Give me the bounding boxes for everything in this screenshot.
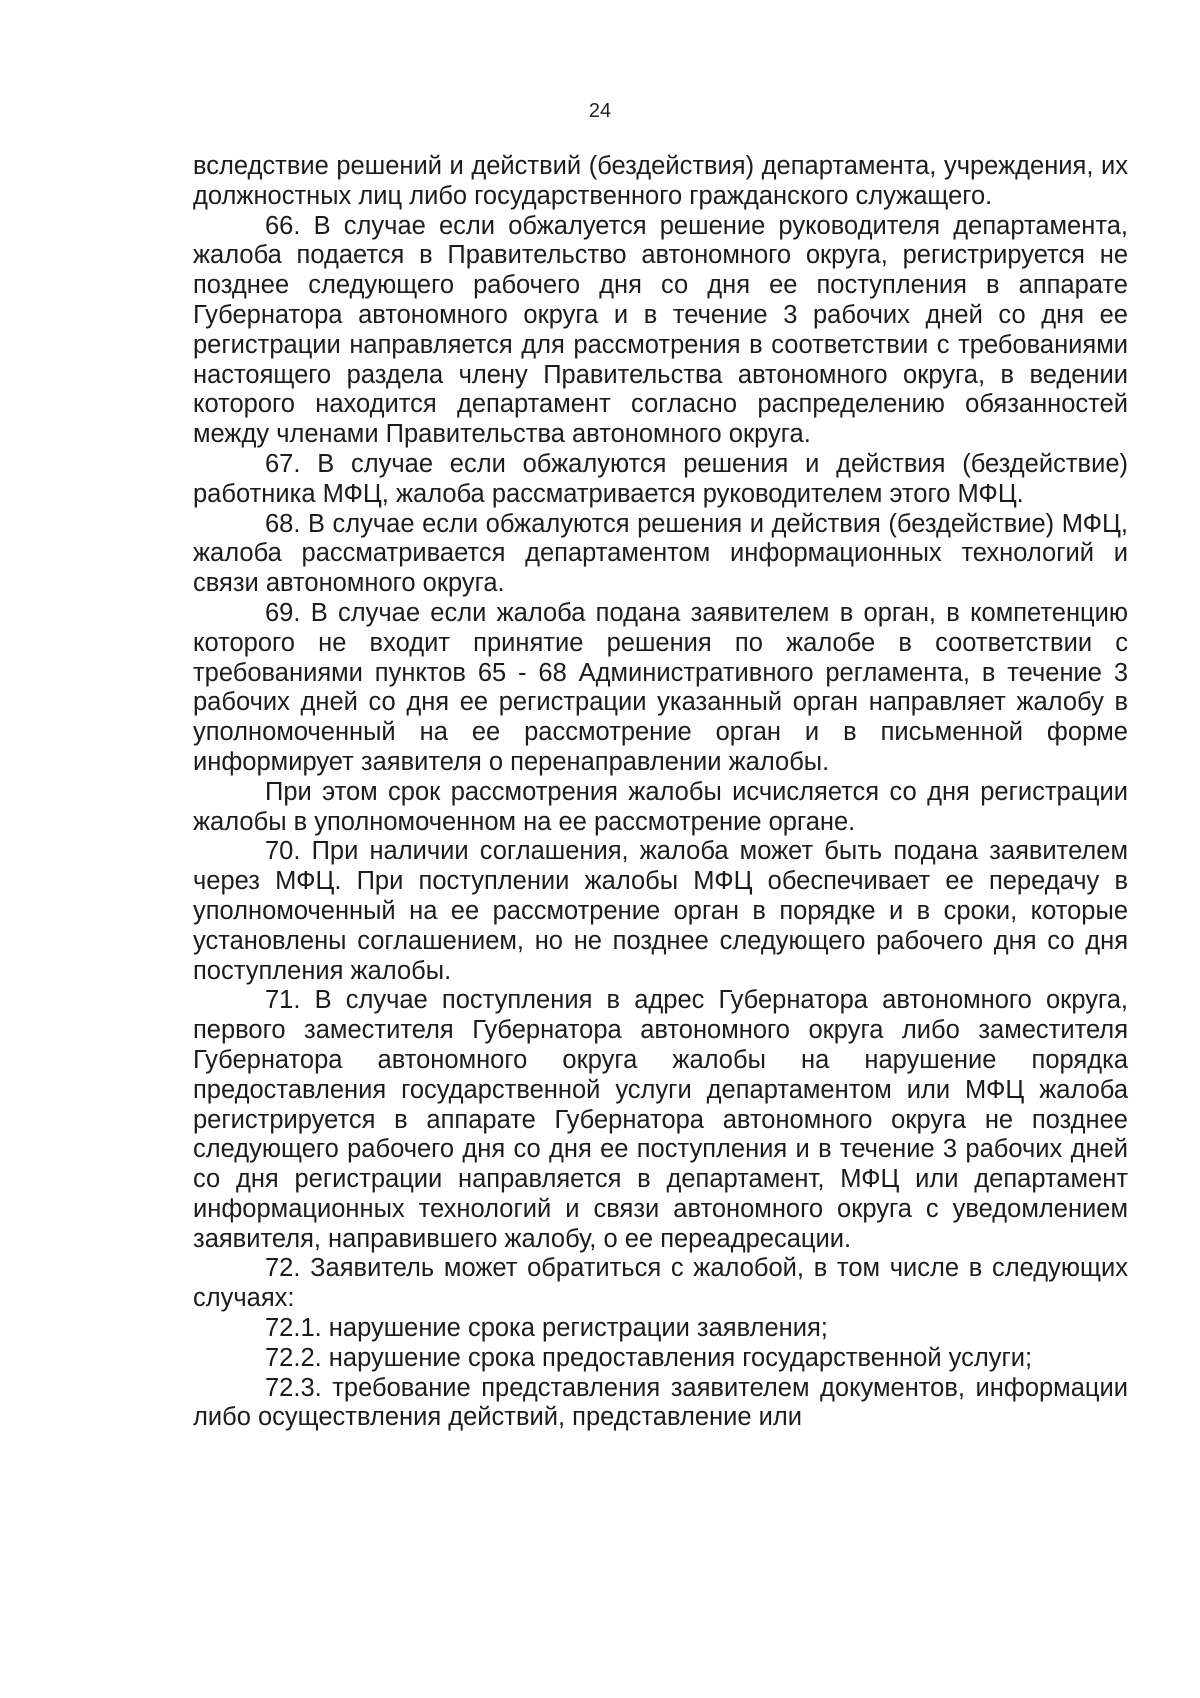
paragraph-70: 70. При наличии соглашения, жалоба может быть подана заявителем через МФЦ. При поступлении жалобы МФЦ обеспечивает ее передачу в уполномоченный на ее рассмотрение орган в порядке и в сроки, которые установлены соглашением, но не позднее следующего рабочего дня со дня поступления жалобы. [193,837,1128,985]
paragraph-66: 66. В случае если обжалуется решение руководителя департамента, жалоба подается в Правительство автономного округа, регистрируется не позднее следующего рабочего дня со дня ее поступления в аппарате Губернатора автономного округа и в течение 3 рабочих дней со дня ее регистрации направляется для рассмотрения в соответствии с требованиями настоящего раздела члену Правительства автономного округа, в ведении которого находится департамент согласно распределению обязанностей между членами Правительства автономного округа. [193,211,1128,449]
paragraph-72: 72. Заявитель может обратиться с жалобой, в том числе в следующих случаях: [193,1254,1128,1313]
paragraph-71: 71. В случае поступления в адрес Губернатора автономного округа, первого заместителя Губернатора автономного округа либо заместителя Губернатора автономного округа жалобы на нарушение порядка предоставления государственной услуги департаментом или МФЦ жалоба регистрируется в аппарате Губернатора автономного округа не позднее следующего рабочего дня со дня ее поступления и в течение 3 рабочих дней со дня регистрации направляется в департамент, МФЦ или департамент информационных технологий и связи автономного округа с уведомлением заявителя, направившего жалобу, о ее переадресации. [193,986,1128,1253]
paragraph-72-2: 72.2. нарушение срока предоставления государственной услуги; [265,1343,1033,1372]
document-body [193,152,1128,1433]
paragraph-72-3: 72.3. требование представления заявителем документов, информации либо осуществления действий, представление или [193,1373,1128,1432]
paragraph-72-1: 72.1. нарушение срока регистрации заявления; [265,1314,828,1343]
paragraph-67: 67. В случае если обжалуются решения и действия (бездействие) работника МФЦ, жалоба рассматривается руководителем этого МФЦ. [193,449,1128,508]
paragraph-69: 69. В случае если жалоба подана заявителем в орган, в компетенцию которого не входит принятие решения по жалобе в соответствии с требованиями пунктов 65 - 68 Административного регламента, в течение 3 рабочих дней со дня ее регистрации указанный орган направляет жалобу в уполномоченный на ее рассмотрение орган и в письменной форме информирует заявителя о перенаправлении жалобы. [193,598,1128,776]
paragraph-continuation: вследствие решений и действий (бездействия) департамента, учреждения, их должностных лиц либо государственного гражданского служащего. [193,152,1128,210]
paragraph-68: 68. В случае если обжалуются решения и действия (бездействие) МФЦ, жалоба рассматривается департаментом информационных технологий и связи автономного округа. [193,509,1128,598]
page-number: 24 [588,100,612,122]
paragraph-69-note: При этом срок рассмотрения жалобы исчисляется со дня регистрации жалобы в уполномоченном на ее рассмотрение органе. [193,777,1128,836]
